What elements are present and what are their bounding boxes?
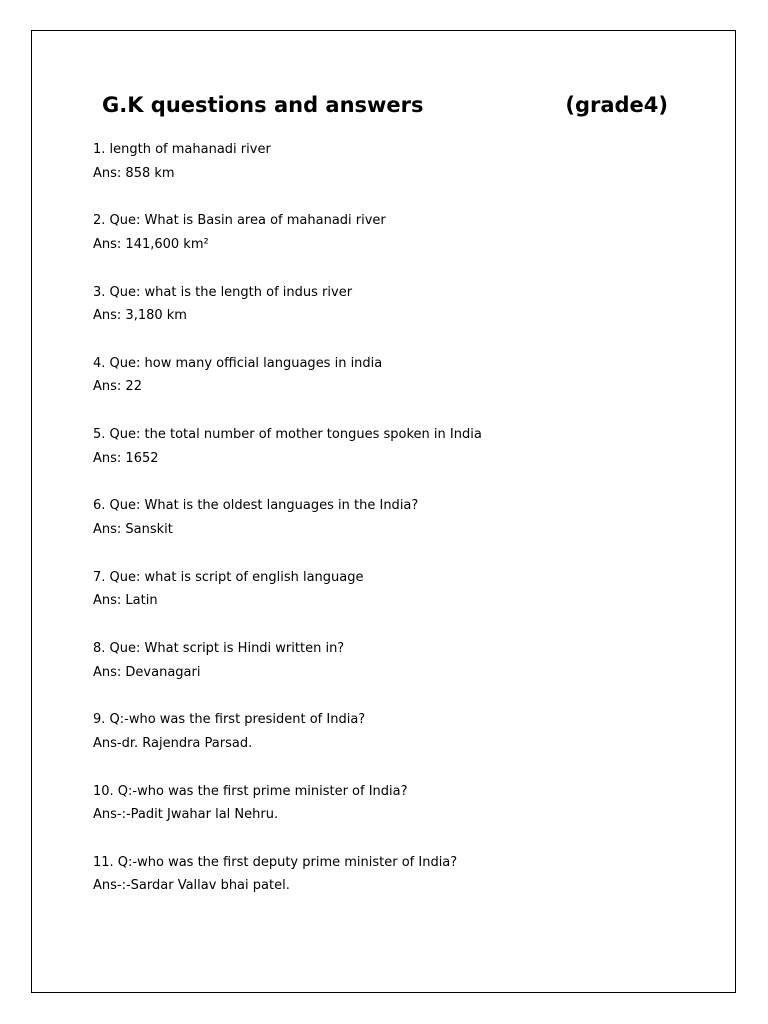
qa-item <box>93 637 713 708</box>
answer-text: Ans-:-Padit Jwahar lal Nehru. <box>93 807 279 823</box>
question-text: 4. Que: how many official languages in india <box>93 355 383 371</box>
qa-item <box>93 138 713 209</box>
question-text: 1. length of mahanadi river <box>93 142 271 157</box>
question-text: 10. Q:-who was the first prime minister of India? <box>93 783 408 799</box>
answer-text: Ans: 1652 <box>93 450 159 466</box>
answer-text: Ans: 3,180 km <box>93 308 187 324</box>
question-text: 5. Que: the total number of mother tongues spoken in India <box>93 427 482 443</box>
answer-text: Ans: 141,600 km² <box>93 236 209 252</box>
page-title: G.K questions and answers <box>102 93 424 117</box>
title-row <box>102 90 668 122</box>
qa-item <box>93 352 713 423</box>
question-text: 9. Q:-who was the first president of India? <box>93 712 366 728</box>
grade-label: (grade4) <box>565 93 668 117</box>
qa-item <box>93 780 713 851</box>
question-text: 2. Que: What is Basin area of mahanadi river <box>93 213 386 229</box>
answer-text: Ans: 858 km <box>93 165 175 181</box>
answer-text: Ans: Devanagari <box>93 664 201 680</box>
answer-text: Ans: Latin <box>93 593 158 609</box>
answer-text: Ans-:-Sardar Vallav bhai patel. <box>93 878 290 894</box>
qa-item <box>93 566 713 637</box>
question-text: 7. Que: what is script of english language <box>93 569 364 585</box>
answer-text: Ans: Sanskit <box>93 521 173 537</box>
qa-item <box>93 494 713 565</box>
qa-item <box>93 209 713 280</box>
answer-text: Ans: 22 <box>93 379 142 395</box>
answer-text: Ans-dr. Rajendra Parsad. <box>93 735 253 751</box>
question-text: 3. Que: what is the length of indus river <box>93 284 353 300</box>
qa-item <box>93 851 713 922</box>
qa-item <box>93 708 713 779</box>
qa-list <box>93 138 713 922</box>
question-text: 8. Que: What script is Hindi written in? <box>93 641 345 657</box>
question-text: 11. Q:-who was the first deputy prime minister of India? <box>93 854 458 870</box>
question-text: 6. Que: What is the oldest languages in the India? <box>93 498 419 514</box>
qa-item <box>93 423 713 494</box>
qa-item <box>93 281 713 352</box>
